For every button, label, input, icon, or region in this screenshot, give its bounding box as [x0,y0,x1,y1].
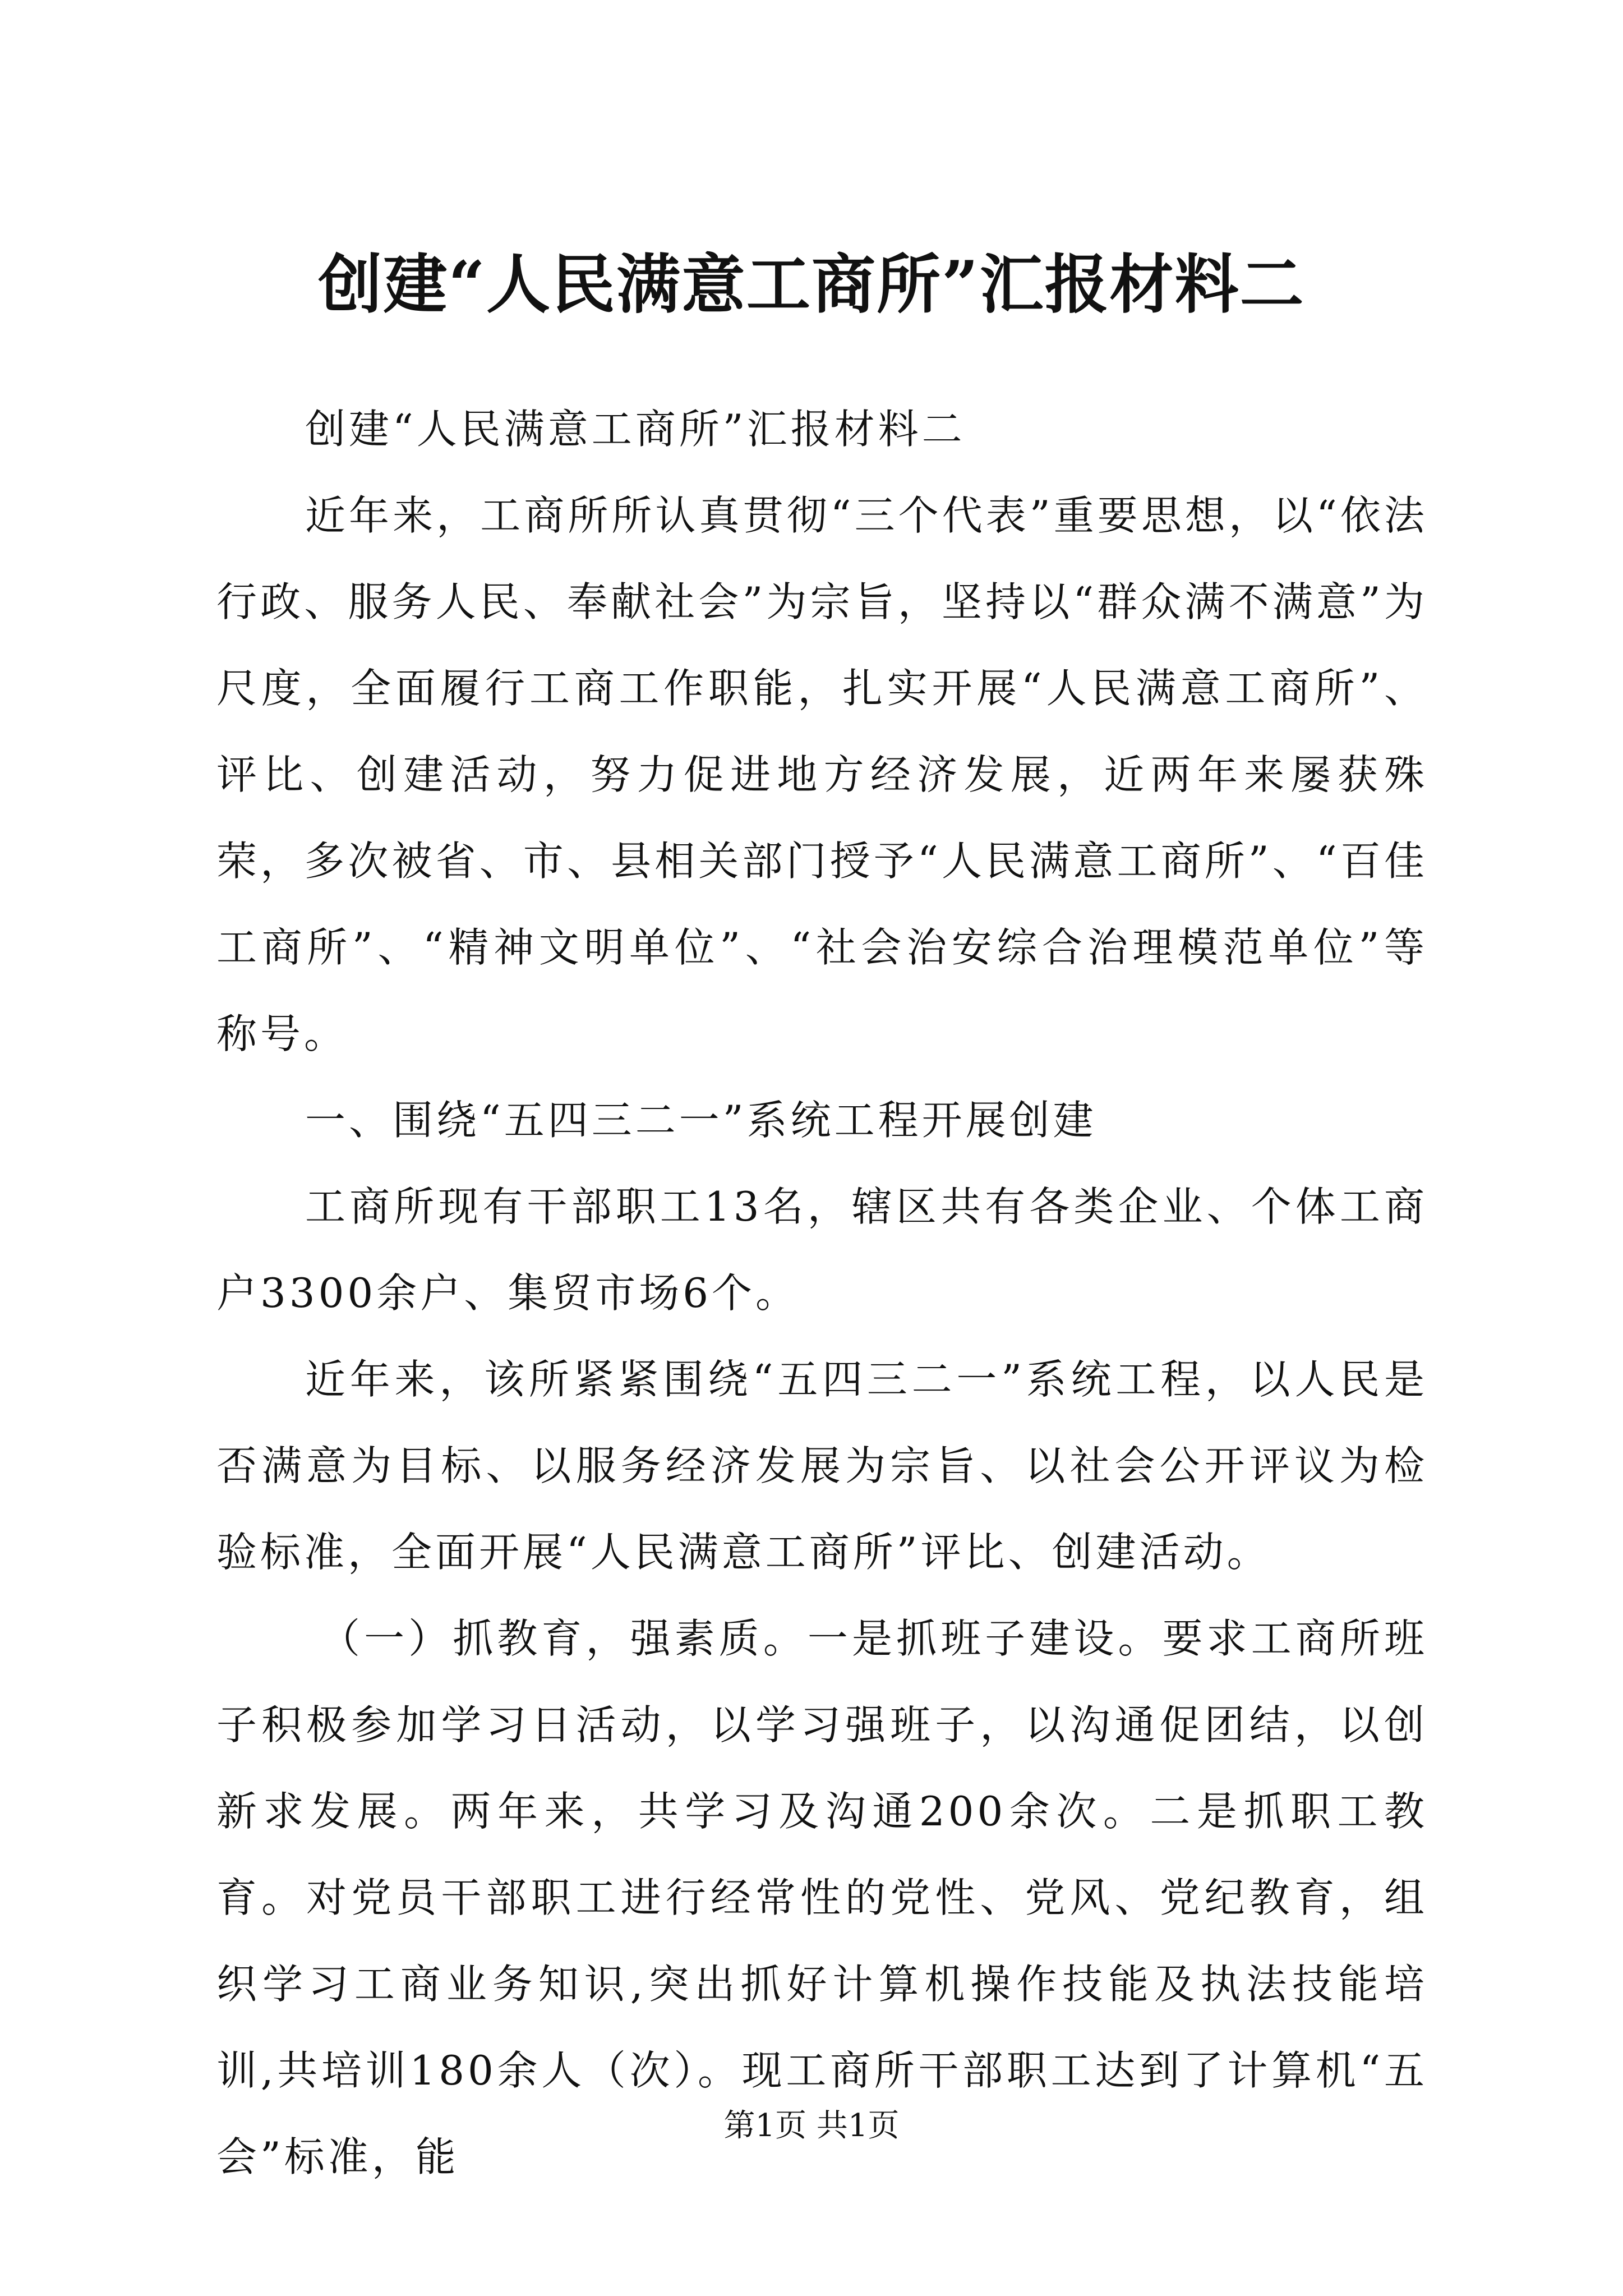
section-heading: 一、围绕“五四三二一”系统工程开展创建 [305,1097,1097,1144]
paragraph-system-project: 近年来，该所紧紧围绕“五四三二一”系统工程，以人民是否满意为目标、以服务经济发展为宗旨、以社会公开评议为检验标准，全面开展“人民满意工商所”评比、创建活动。 [216,1356,1428,1576]
document-body [216,386,1428,2200]
paragraph-staff: 工商所现有干部职工13名，辖区共有各类企业、个体工商户3300余户、集贸市场6个。 [216,1183,1428,1317]
page-number-footer: 第1页 共1页 [723,2108,900,2144]
paragraph-education: （一）抓教育，强素质。一是抓班子建设。要求工商所班子积极参加学习日活动，以学习强班子，以沟通促团结，以创新求发展。两年来，共学习及沟通200余次。二是抓职工教育。对党员干部职工进行经常性的党性、党风、党纪教育，组织学习工商业务知识,突出抓好计算机操作技能及执法技能培训,共培训180余人（次）。现工商所干部职工达到了计算机“五会”标准，能 [216,1615,1428,2180]
document-title: 创建“人民满意工商所”汇报材料二 [318,247,1305,322]
paragraph-intro: 近年来，工商所所认真贯彻“三个代表”重要思想，以“依法行政、服务人民、奉献社会”为宗旨，坚持以“群众满不满意”为尺度，全面履行工商工作职能，扎实开展“人民满意工商所”、评比、创建活动，努力促进地方经济发展，近两年来屡获殊荣，多次被省、市、县相关部门授予“人民满意工商所”、“百佳工商所”、“精神文明单位”、“社会治安综合治理模范单位”等称号。 [216,492,1428,1057]
paragraph-subtitle: 创建“人民满意工商所”汇报材料二 [305,406,966,453]
